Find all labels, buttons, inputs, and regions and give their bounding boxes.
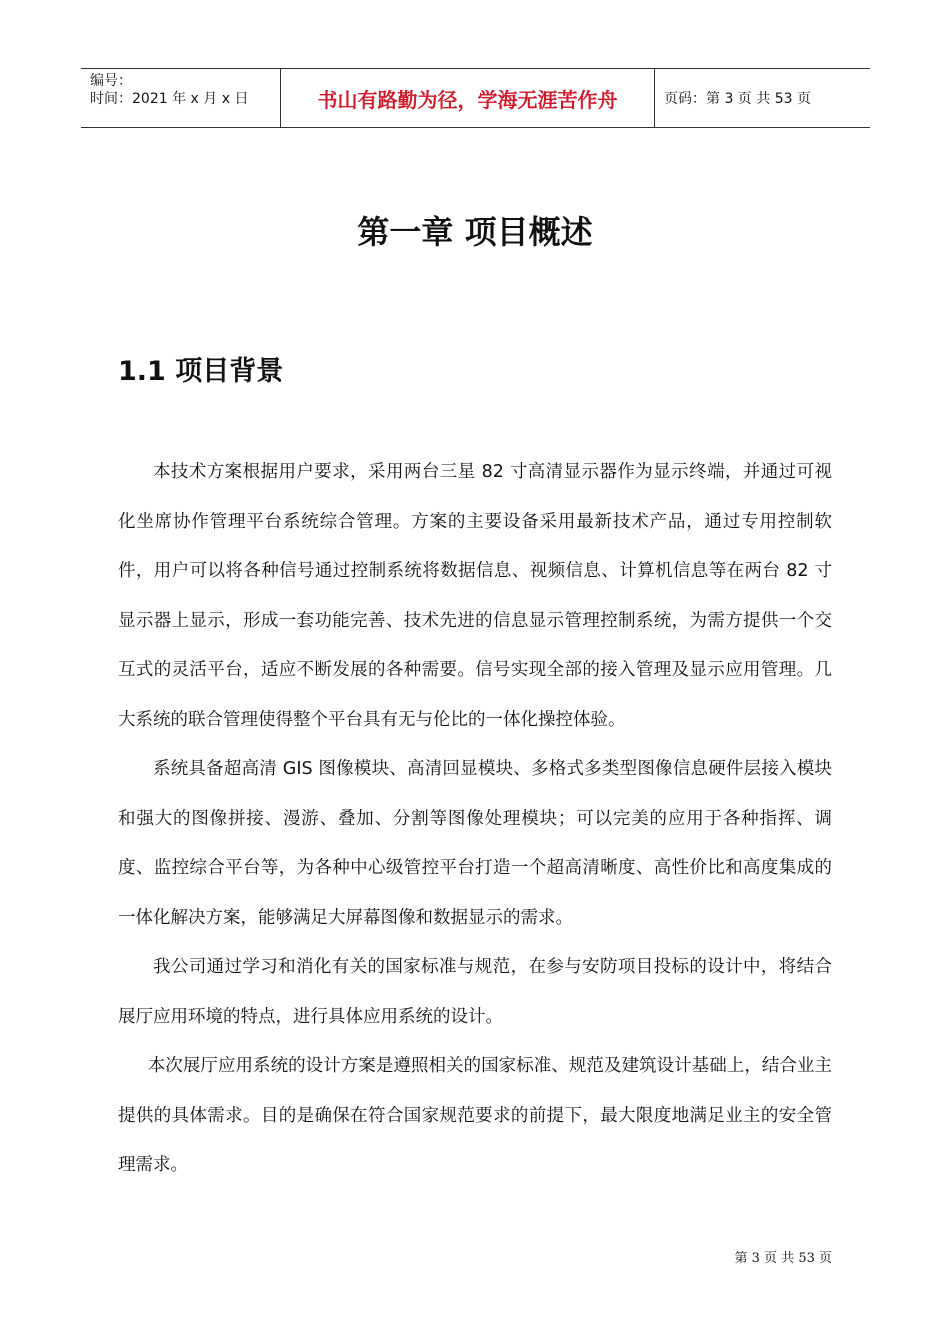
document-number-label: 编号： [90,73,132,89]
chapter-title: 第一章 项目概述 [357,213,593,251]
paragraph-1: 本技术方案根据用户要求，采用两台三星 82 寸高清显示器作为显示终端，并通过可视化坐席协作管理平台系统综合管理。方案的主要设备采用最新技术产品，通过专用控制软件，用户可以将各种信号通过控制系统将数据信息、视频信息、计算机信息等在两台 82 寸显示器上显示，形成一套功能完善、技术先进的信息显示管理控制系统，为需方提供一个交互式的灵活平台，适应不断发展的各种需要。信号实现全部的接入管理及显示应用管理。几大系统的联合管理使得整个平台具有无与伦比的一体化操控体验。 [118,462,832,730]
paragraph-2: 系统具备超高清 GIS 图像模块、高清回显模块、多格式多类型图像信息硬件层接入模块和强大的图像拼接、漫游、叠加、分割等图像处理模块；可以完美的应用于各种指挥、调度、监控综合平台等，为各种中心级管控平台打造一个超高清晰度、高性价比和高度集成的一体化解决方案，能够满足大屏幕图像和数据显示的需求。 [118,759,832,928]
header-page-info: 页码：第 3 页 共 53 页 [664,91,811,107]
body-text [118,448,832,1191]
header-motto: 书山有路勤为径，学海无涯苦作舟 [281,69,655,127]
page-header [81,68,870,128]
page-footer: 第 3 页 共 53 页 [734,1251,832,1266]
header-meta [81,69,281,127]
paragraph-4: 本次展厅应用系统的设计方案是遵照相关的国家标准、规范及建筑设计基础上，结合业主提供的具体需求。目的是确保在符合国家规范要求的前提下，最大限度地满足业主的安全管理需求。 [118,1056,832,1175]
paragraph-3: 我公司通过学习和消化有关的国家标准与规范，在参与安防项目投标的设计中，将结合展厅应用环境的特点，进行具体应用系统的设计。 [118,957,832,1027]
section-title: 1.1 项目背景 [118,356,284,387]
document-date: 时间：2021 年 x 月 x 日 [90,91,249,107]
